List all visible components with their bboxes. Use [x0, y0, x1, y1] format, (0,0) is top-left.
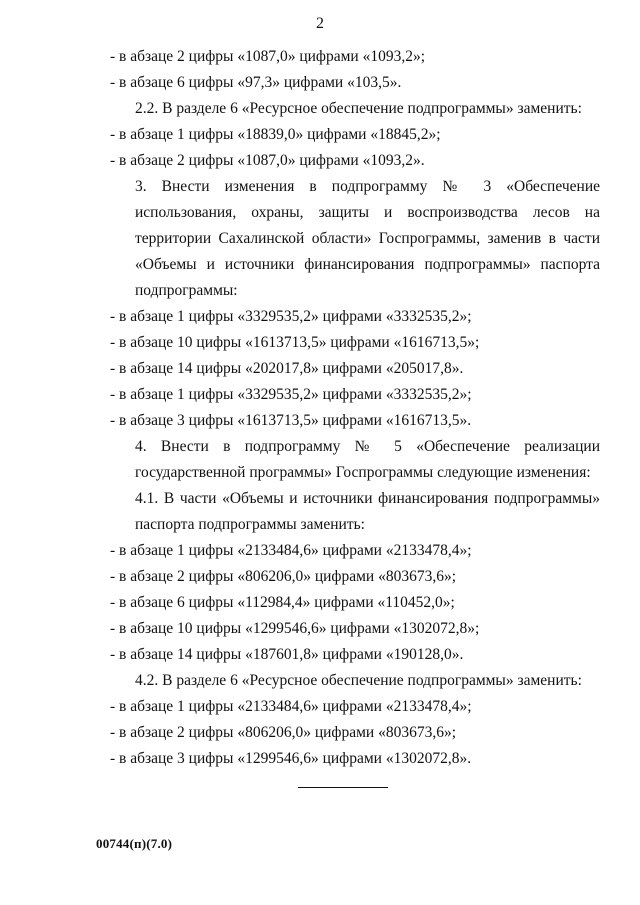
paragraph: 4. Внести в подпрограмму № 5 «Обеспечение реализации государственной программы» Госпрограммы следующие изменения:: [135, 438, 600, 481]
section-heading: 2.2. В разделе 6 «Ресурсное обеспечение подпрограммы» заменить:: [135, 100, 582, 117]
page-number: 2: [316, 15, 324, 32]
list-item: - в абзаце 1 цифры «3329535,2» цифрами «3332535,2»;: [110, 308, 472, 325]
list-item: - в абзаце 1 цифры «2133484,6» цифрами «2133478,4»;: [110, 542, 472, 559]
list-item: - в абзаце 2 цифры «806206,0» цифрами «803673,6»;: [110, 568, 457, 585]
list-item: - в абзаце 1 цифры «3329535,2» цифрами «3332535,2»;: [110, 386, 472, 403]
list-item: - в абзаце 3 цифры «1299546,6» цифрами «1302072,8».: [110, 750, 472, 767]
list-item: - в абзаце 1 цифры «18839,0» цифрами «18845,2»;: [110, 126, 441, 143]
paragraph: 4.1. В части «Объемы и источники финансирования подпрограммы» паспорта подпрограммы заменить:: [135, 490, 600, 533]
section-heading: 4.2. В разделе 6 «Ресурсное обеспечение подпрограммы» заменить:: [135, 672, 582, 689]
list-item: - в абзаце 2 цифры «806206,0» цифрами «803673,6»;: [110, 724, 457, 741]
list-item: - в абзаце 14 цифры «187601,8» цифрами «190128,0».: [110, 646, 464, 663]
list-item: - в абзаце 10 цифры «1299546,6» цифрами «1302072,8»;: [110, 620, 480, 637]
list-item: - в абзаце 2 цифры «1087,0» цифрами «1093,2»;: [110, 48, 426, 65]
list-item: - в абзаце 6 цифры «97,3» цифрами «103,5».: [110, 74, 402, 91]
list-item: - в абзаце 6 цифры «112984,4» цифрами «110452,0»;: [110, 594, 455, 611]
divider-line: [298, 787, 388, 788]
list-item: - в абзаце 2 цифры «1087,0» цифрами «1093,2».: [110, 152, 425, 169]
list-item: - в абзаце 10 цифры «1613713,5» цифрами «1616713,5»;: [110, 334, 480, 351]
list-item: - в абзаце 1 цифры «2133484,6» цифрами «2133478,4»;: [110, 698, 472, 715]
paragraph: 3. Внести изменения в подпрограмму № 3 «Обеспечение использования, охраны, защиты и воспроизводства лесов на территории Сахалинской области» Госпрограммы, заменив в части «Объемы и источники финансирования подпрограммы» паспорта подпрограммы:: [135, 178, 600, 299]
document-body: [110, 44, 600, 772]
list-item: - в абзаце 3 цифры «1613713,5» цифрами «1616713,5».: [110, 412, 472, 429]
document-code: 00744(п)(7.0): [96, 836, 173, 851]
list-item: - в абзаце 14 цифры «202017,8» цифрами «205017,8».: [110, 360, 464, 377]
